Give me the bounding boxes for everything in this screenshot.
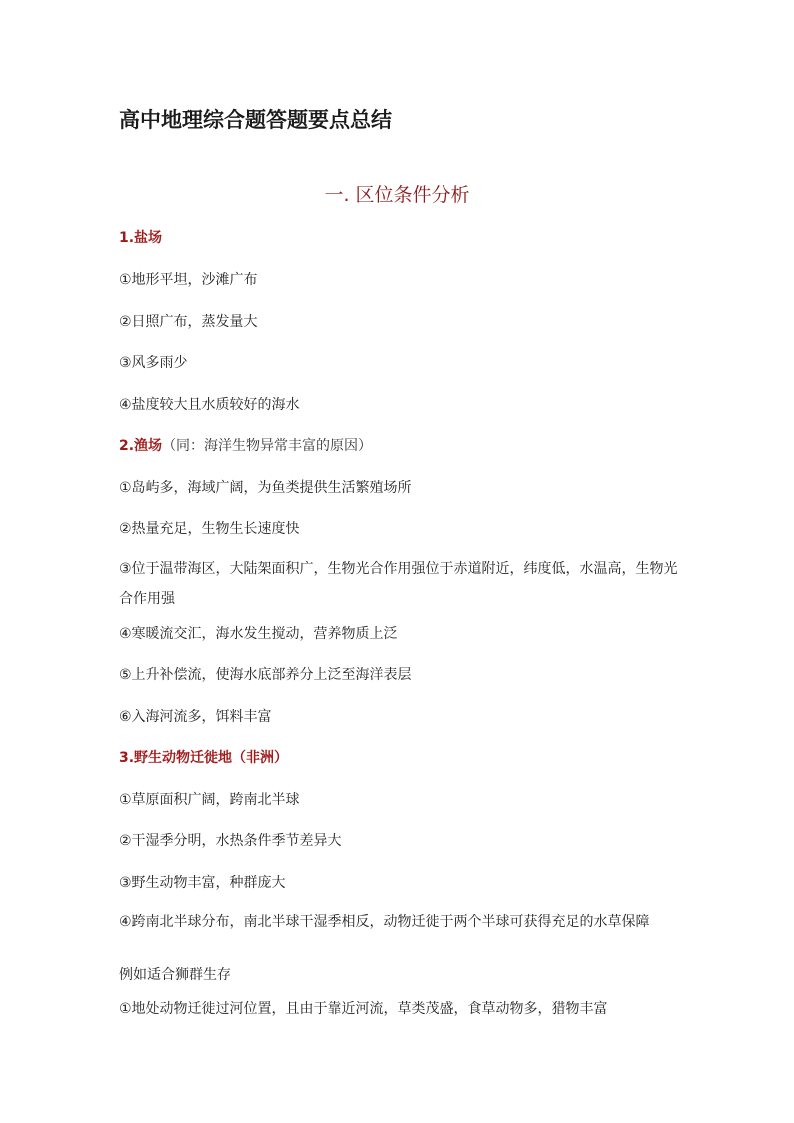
list-item: ②日照广布，蒸发量大 [119,314,258,330]
heading-fishing-ground [119,435,372,455]
list-item: ①草原面积广阔，跨南北半球 [119,792,300,808]
heading-salt-field: 1.盐场 [119,230,163,246]
list-item: ⑥入海河流多，饵料丰富 [119,709,272,725]
list-item: ①岛屿多，海域广阔，为鱼类提供生活繁殖场所 [119,480,412,496]
list-item: ④寒暖流交汇，海水发生搅动，营养物质上泛 [119,626,398,642]
heading-label: 2.渔场 [119,438,163,454]
list-item: ①地形平坦，沙滩广布 [119,272,258,288]
list-item: ②干湿季分明，水热条件季节差异大 [119,833,342,849]
list-item: ④跨南北半球分布，南北半球干湿季相反，动物迁徙于两个半球可获得充足的水草保障 [119,914,650,930]
document-title: 高中地理综合题答题要点总结 [119,108,392,132]
list-item: ②热量充足，生物生长速度快 [119,521,300,537]
list-item: ③野生动物丰富，种群庞大 [119,875,286,891]
section-title: 一. 区位条件分析 [324,184,470,206]
list-item: ⑤上升补偿流，使海水底部养分上泛至海洋表层 [119,667,412,683]
heading-wildlife-migration: 3.野生动物迁徙地（非洲） [119,750,289,766]
list-item: ①地处动物迁徙过河位置，且由于靠近河流，草类茂盛，食草动物多，猎物丰富 [119,1001,608,1017]
list-item: ③位于温带海区，大陆架面积广，生物光合作用强位于赤道附近，纬度低，水温高，生物光合作用强 [119,561,678,607]
subheading: 例如适合狮群生存 [119,967,231,983]
list-item: ④盐度较大且水质较好的海水 [119,397,300,413]
list-item: ③风多雨少 [119,355,188,371]
heading-note: （同：海洋生物异常丰富的原因） [162,438,373,454]
